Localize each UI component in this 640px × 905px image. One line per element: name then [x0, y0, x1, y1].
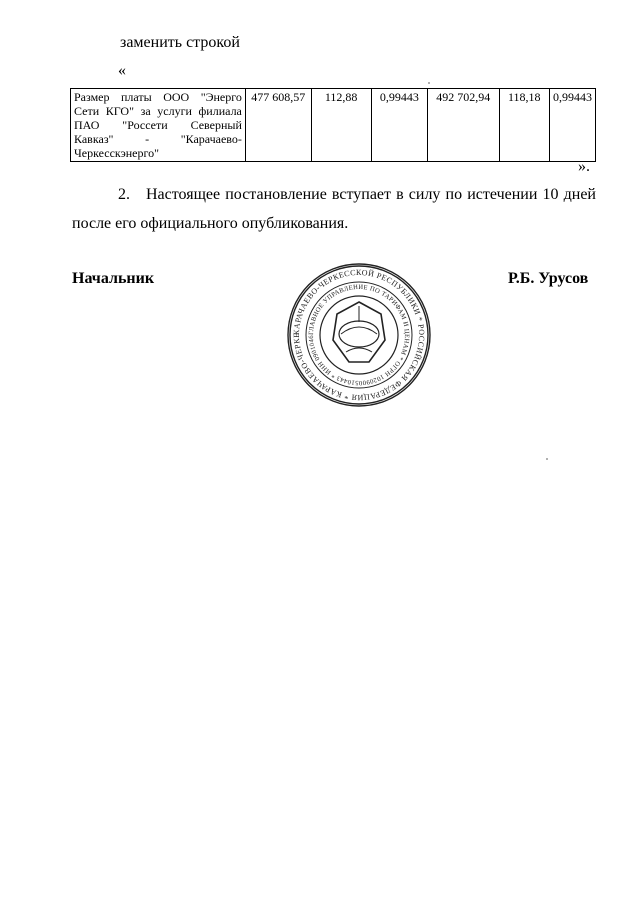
tariff-table — [70, 88, 596, 162]
seal-stamp-icon — [286, 262, 432, 408]
opening-quote: « — [118, 62, 126, 79]
scan-speck — [428, 82, 430, 84]
table-cell: 492 702,94 — [428, 89, 499, 162]
intro-text: заменить строкой — [120, 34, 240, 51]
official-seal — [286, 262, 432, 408]
signatory-name: Р.Б. Урусов — [508, 270, 589, 287]
table-cell: 112,88 — [311, 89, 371, 162]
paragraph-2 — [72, 180, 596, 238]
seal-inner-text: ГЛАВНОЕ УПРАВЛЕНИЕ ПО ТАРИФАМ И ЦЕНАМ * ОГРН 1020900510443 * ИНН 0901046 — [307, 283, 411, 387]
table-row — [71, 89, 596, 162]
closing-quote: ». — [578, 158, 590, 175]
signatory-title: Начальник — [72, 270, 155, 287]
table-cell: 118,18 — [499, 89, 550, 162]
row-description: Размер платы ООО "Энерго Сети КГО" за услуги филиала ПАО "Россети Северный Кавказ" - "Карачаево-Черкесскэнерго" — [71, 89, 246, 162]
table-cell: 0,99443 — [371, 89, 427, 162]
paragraph-number: 2. — [118, 186, 130, 203]
seal-outer-text: КАРАЧАЕВО-ЧЕРКЕССКОЙ РЕСПУБЛИКИ * РОССИЙСКАЯ ФЕДЕРАЦИЯ * КАРАЧАЕВО-ЧЕРКЕ — [291, 267, 427, 403]
paragraph-text: Настоящее постановление вступает в силу по истечении 10 дней после его официального опубликования. — [72, 186, 596, 232]
table-cell: 0,99443 — [550, 89, 596, 162]
table-cell: 477 608,57 — [245, 89, 311, 162]
scan-speck — [546, 458, 548, 460]
